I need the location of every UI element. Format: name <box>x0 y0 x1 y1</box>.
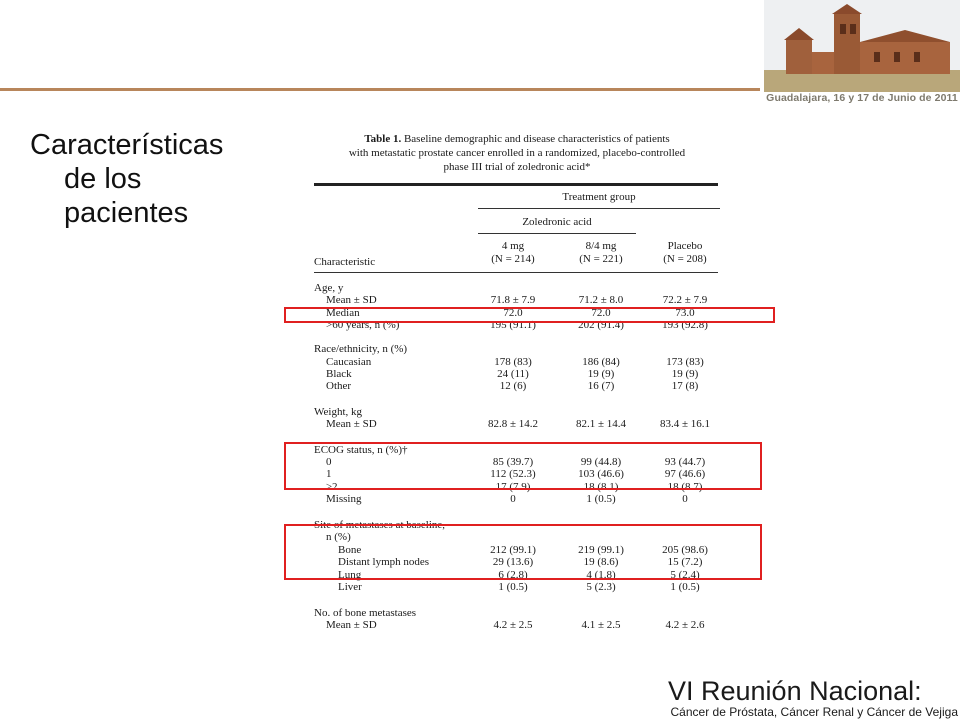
table-row-label: Race/ethnicity, n (%) <box>314 343 408 355</box>
table-row-label: n (%) <box>326 531 351 543</box>
table-cell: 85 (39.7) <box>492 456 534 468</box>
table-cell: 186 (84) <box>582 356 620 368</box>
table-cell: 83.4 ± 16.1 <box>659 418 711 430</box>
table-cell: 4.1 ± 2.5 <box>581 619 621 631</box>
table-cell: 99 (44.8) <box>580 456 622 468</box>
table-cell: 82.8 ± 14.2 <box>487 418 539 430</box>
table-cell: 73.0 <box>675 307 695 319</box>
col-header-placebo: Placebo (N = 208) <box>663 240 707 265</box>
col-header-characteristic: Characteristic <box>314 256 376 268</box>
col-header-8-4mg: 8/4 mg (N = 221) <box>579 240 623 265</box>
table-row-label: ≥2 <box>326 481 338 493</box>
table-row-label: Mean ± SD <box>326 294 377 306</box>
table-row-label: Weight, kg <box>314 406 362 418</box>
table-cell: 82.1 ± 14.4 <box>575 418 627 430</box>
table-cell: 18 (8.1) <box>583 481 619 493</box>
table-cell: 72.2 ± 7.9 <box>662 294 708 306</box>
table-cell: 15 (7.2) <box>667 556 703 568</box>
slide-title-line3: pacientes <box>64 197 189 229</box>
table-row-label: Liver <box>338 581 362 593</box>
header-bottom-rule <box>314 272 718 273</box>
table-row-label: Missing <box>326 493 362 505</box>
logo-caption: Guadalajara, 16 y 17 de Junio de 2011 <box>766 92 958 104</box>
header-divider <box>0 88 760 91</box>
group-header-rule <box>478 208 720 209</box>
table-row-label: Median <box>326 307 360 319</box>
table-row-label: 0 <box>326 456 332 468</box>
table-cell: 24 (11) <box>497 368 529 380</box>
table-cell: 71.8 ± 7.9 <box>490 294 536 306</box>
table-cell: 4.2 ± 2.5 <box>493 619 533 631</box>
table-cell: 178 (83) <box>494 356 532 368</box>
table-cell: 219 (99.1) <box>578 544 624 556</box>
table-cell: 72.0 <box>503 307 523 319</box>
table-cell: 1 (0.5) <box>670 581 700 593</box>
table-cell: 0 <box>682 493 688 505</box>
table-cell: 1 (0.5) <box>586 493 616 505</box>
table-cell: 19 (9) <box>671 368 699 380</box>
table-cell: 1 (0.5) <box>498 581 528 593</box>
table-row-label: 1 <box>326 468 332 480</box>
table-cell: 202 (91.4) <box>578 319 624 331</box>
slide-title <box>30 128 270 230</box>
table-row-label: Black <box>326 368 352 380</box>
table-row-label: Caucasian <box>326 356 372 368</box>
table-row-label: Mean ± SD <box>326 619 377 631</box>
table-row-label: Lung <box>338 569 362 581</box>
table-top-rule <box>314 183 718 186</box>
table-row-label: ECOG status, n (%)† <box>314 444 408 456</box>
subgroup-header-rule <box>478 233 636 234</box>
table-cell: 97 (46.6) <box>664 468 706 480</box>
table-cell: 205 (98.6) <box>662 544 708 556</box>
table-row-label: Mean ± SD <box>326 418 377 430</box>
table-cell: 72.0 <box>591 307 611 319</box>
table-cell: 17 (7.9) <box>495 481 531 493</box>
col-header-4mg: 4 mg (N = 214) <box>491 240 535 265</box>
slide-title-line2: de los <box>64 163 142 195</box>
footer-subtitle: Cáncer de Próstata, Cáncer Renal y Cáncer de Vejiga <box>670 705 958 719</box>
footer-title: VI Reunión Nacional: <box>668 676 922 706</box>
table-row-label: Age, y <box>314 282 344 294</box>
table-cell: 6 (2.8) <box>498 569 528 581</box>
church-logo-image <box>764 0 960 92</box>
group-header: Treatment group <box>562 191 636 203</box>
table-cell: 5 (2.3) <box>586 581 616 593</box>
subgroup-header: Zoledronic acid <box>522 216 592 228</box>
table-cell: 4.2 ± 2.6 <box>665 619 705 631</box>
table-row-label: Distant lymph nodes <box>338 556 430 568</box>
table-cell: 173 (83) <box>666 356 704 368</box>
table-cell: 17 (8) <box>671 380 699 392</box>
table-cell: 193 (92.8) <box>662 319 708 331</box>
highlight-box-median <box>284 307 775 323</box>
table-cell: 19 (8.6) <box>583 556 619 568</box>
table-cell: 112 (52.3) <box>490 468 536 480</box>
table-row-label: >60 years, n (%) <box>326 319 400 331</box>
table-caption: Table 1. Baseline demographic and disease characteristics of patients with metastatic prostate cancer enrolled in a randomized, placebo-controlled phase III trial of zoledronic acid* <box>348 133 686 173</box>
table-row-label: Bone <box>338 544 362 556</box>
table-cell: 18 (8.7) <box>667 481 703 493</box>
table-row-label: Other <box>326 380 352 392</box>
table-cell: 103 (46.6) <box>578 468 624 480</box>
table-cell: 71.2 ± 8.0 <box>578 294 624 306</box>
highlight-box-ecog <box>284 442 762 490</box>
table-caption-label: Table 1. <box>364 133 402 145</box>
table-cell: 195 (91.1) <box>490 319 536 331</box>
table-cell: 93 (44.7) <box>664 456 706 468</box>
table-cell: 16 (7) <box>587 380 615 392</box>
slide-title-line1: Características <box>30 129 224 161</box>
table-cell: 212 (99.1) <box>490 544 536 556</box>
table-cell: 19 (9) <box>587 368 615 380</box>
table-row-label: Site of metastases at baseline, <box>314 519 446 531</box>
table-cell: 0 <box>510 493 516 505</box>
church-illustration <box>764 0 960 92</box>
table-cell: 29 (13.6) <box>492 556 534 568</box>
table-cell: 12 (6) <box>499 380 527 392</box>
table-cell: 4 (1.8) <box>586 569 616 581</box>
table-cell: 5 (2.4) <box>670 569 700 581</box>
table-row-label: No. of bone metastases <box>314 607 417 619</box>
highlight-box-metastases <box>284 524 762 580</box>
